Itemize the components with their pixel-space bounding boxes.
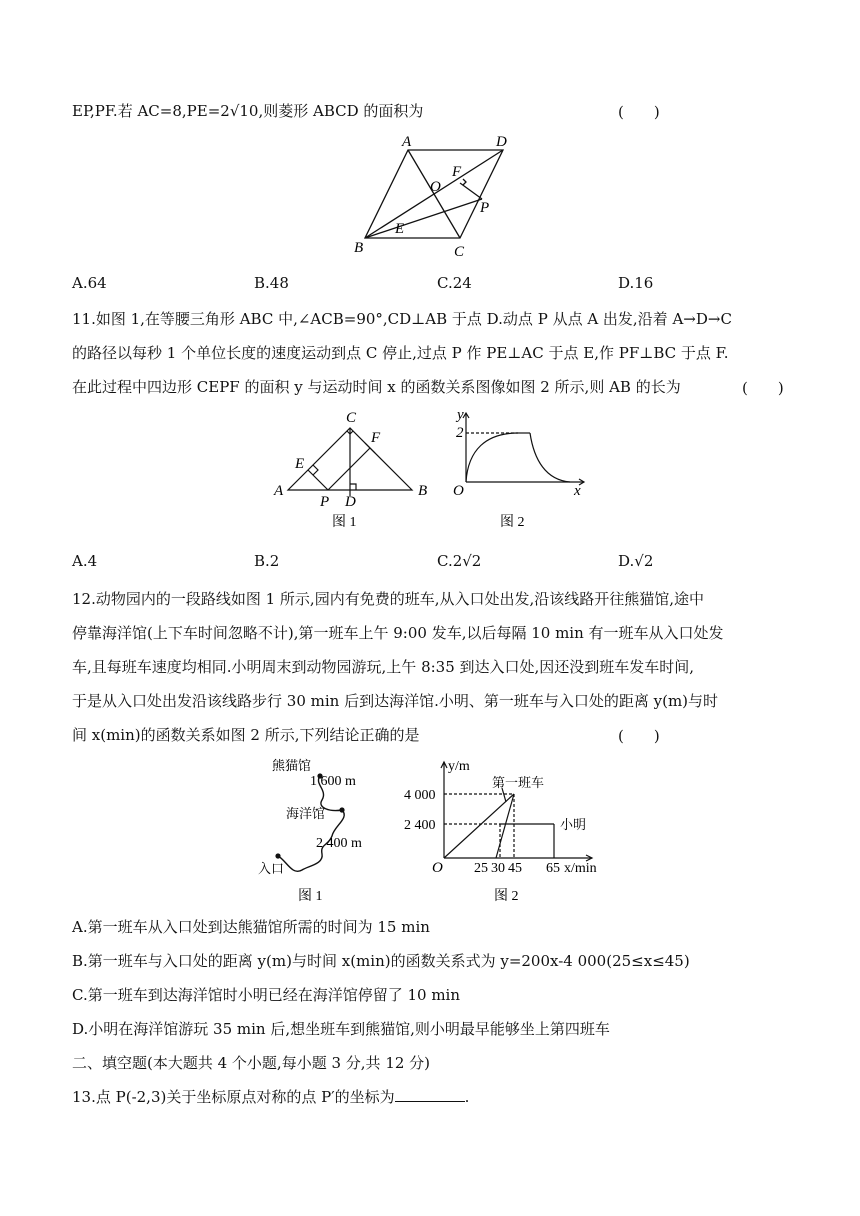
- q12-option-a: A.第一班车从入口处到达熊猫馆所需的时间为 15 min: [72, 918, 430, 936]
- q12-fig2-y-label: y/m: [448, 759, 470, 774]
- q11-option-d: D.√2: [618, 552, 654, 570]
- q12-line-2: 停靠海洋馆(上下车时间忽略不计),第一班车上午 9:00 发车,以后每隔 10 min 有一班车从入口处发: [72, 624, 724, 642]
- q11-line-3: 在此过程中四边形 CEPF 的面积 y 与运动时间 x 的函数关系图像如图 2 所示,则 AB 的长为: [72, 378, 681, 396]
- q12-line-3: 车,且每班车速度均相同.小明周末到动物园游玩,上午 8:35 到达入口处,因还没到班车发车时间,: [72, 658, 695, 676]
- q11-fig2-caption: 图 2: [500, 515, 525, 530]
- q12-fig2-x-30: 30: [491, 861, 505, 876]
- q11-figure-1: [266, 405, 438, 535]
- q10-stem: EP,PF.若 AC=8,PE=2√10,则菱形 ABCD 的面积为: [72, 102, 424, 120]
- q11-fig2-tick-2: 2: [456, 425, 464, 441]
- q12-route-figure: [250, 754, 400, 904]
- q12-line-5: 间 x(min)的函数关系如图 2 所示,下列结论正确的是: [72, 726, 420, 744]
- q12-line-4: 于是从入口处出发沿该线路步行 30 min 后到达海洋馆.小明、第一班车与入口处的距离 y(m)与时: [72, 692, 719, 710]
- q12-option-d: D.小明在海洋馆游玩 35 min 后,想坐班车到熊猫馆,则小明最早能够坐上第四班车: [72, 1020, 610, 1038]
- q13-line: [72, 1087, 469, 1107]
- q12-option-c: C.第一班车到达海洋馆时小明已经在海洋馆停留了 10 min: [72, 986, 461, 1004]
- q10-option-a: A.64: [72, 274, 107, 292]
- q11-line-1: 11.如图 1,在等腰三角形 ABC 中,∠ACB=90°,CD⊥AB 于点 D.动点 P 从点 A 出发,沿着 A→D→C: [72, 310, 732, 328]
- q12-fig1-caption: 图 1: [298, 889, 323, 904]
- q11-answer-paren: ( ): [742, 379, 784, 397]
- q12-fig2-x-45: 45: [508, 861, 522, 876]
- q13-end: .: [464, 1088, 470, 1106]
- q10-label-F: F: [452, 164, 462, 180]
- q11-line-2: 的路径以每秒 1 个单位长度的速度运动到点 C 停止,过点 P 作 PE⊥AC 于点 E,作 PF⊥BC 于点 F.: [72, 344, 729, 362]
- q12-fig2-x-label: x/min: [564, 861, 597, 876]
- q12-fig2-origin: O: [432, 860, 443, 876]
- q10-label-E: E: [395, 221, 405, 237]
- q11-fig1-label-E: E: [295, 456, 305, 472]
- q11-fig1-label-F: F: [371, 430, 381, 446]
- q12-distance-time-graph: [402, 754, 612, 904]
- q12-fig2-caption: 图 2: [494, 889, 519, 904]
- q12-fig1-panda: 熊猫馆: [272, 759, 312, 774]
- q12-fig1-ocean: 海洋馆: [286, 807, 326, 822]
- q12-answer-paren: ( ): [618, 727, 660, 745]
- q12-fig2-y-4000: 4 000: [404, 788, 436, 803]
- q12-fig1-distance-1: 1 600 m: [310, 774, 356, 789]
- q13-text: 13.点 P(-2,3)关于坐标原点对称的点 P′的坐标为: [72, 1088, 395, 1106]
- q10-label-P: P: [480, 200, 490, 216]
- q10-label-B: B: [354, 240, 364, 256]
- q12-fig2-x-65: 65: [546, 861, 560, 876]
- q11-fig2-x-label: x: [574, 483, 581, 499]
- q11-fig1-label-C: C: [346, 410, 357, 426]
- q11-option-b: B.2: [254, 552, 280, 570]
- section-2-title: 二、填空题(本大题共 4 个小题,每小题 3 分,共 12 分): [72, 1054, 431, 1072]
- q12-fig1-entrance: 入口: [258, 862, 285, 877]
- q11-fig1-label-D: D: [345, 494, 356, 510]
- q12-line-1: 12.动物园内的一段路线如图 1 所示,园内有免费的班车,从入口处出发,沿该线路开往熊猫馆,途中: [72, 590, 705, 608]
- q12-fig2-y-2400: 2 400: [404, 818, 436, 833]
- q10-label-C: C: [454, 244, 465, 260]
- q11-fig1-label-B: B: [418, 483, 428, 499]
- q11-fig2-origin: O: [453, 483, 464, 499]
- q10-option-d: D.16: [618, 274, 654, 292]
- q11-fig1-label-A: A: [274, 483, 284, 499]
- q13-answer-blank[interactable]: [395, 1087, 465, 1102]
- q10-rhombus-figure: [340, 134, 530, 262]
- q12-option-b: B.第一班车与入口处的距离 y(m)与时间 x(min)的函数关系式为 y=200x-4 000(25≤x≤45): [72, 952, 690, 970]
- q11-fig1-caption: 图 1: [332, 515, 357, 530]
- q11-fig2-y-label: y: [457, 407, 464, 423]
- q10-option-c: C.24: [437, 274, 472, 292]
- q10-option-b: B.48: [254, 274, 289, 292]
- q11-option-a: A.4: [72, 552, 98, 570]
- q12-fig2-bus-label: 第一班车: [492, 776, 545, 791]
- q10-label-D: D: [496, 134, 507, 150]
- q11-fig1-label-P: P: [320, 494, 330, 510]
- q10-label-O: O: [430, 179, 441, 195]
- q11-option-c: C.2√2: [437, 552, 482, 570]
- q12-fig2-ming-label: 小明: [560, 818, 587, 833]
- q10-label-A: A: [402, 134, 412, 150]
- q10-answer-paren: ( ): [618, 103, 660, 121]
- q12-fig2-x-25: 25: [474, 861, 488, 876]
- q11-figure-2: [446, 405, 596, 535]
- q12-fig1-distance-2: 2 400 m: [316, 836, 362, 851]
